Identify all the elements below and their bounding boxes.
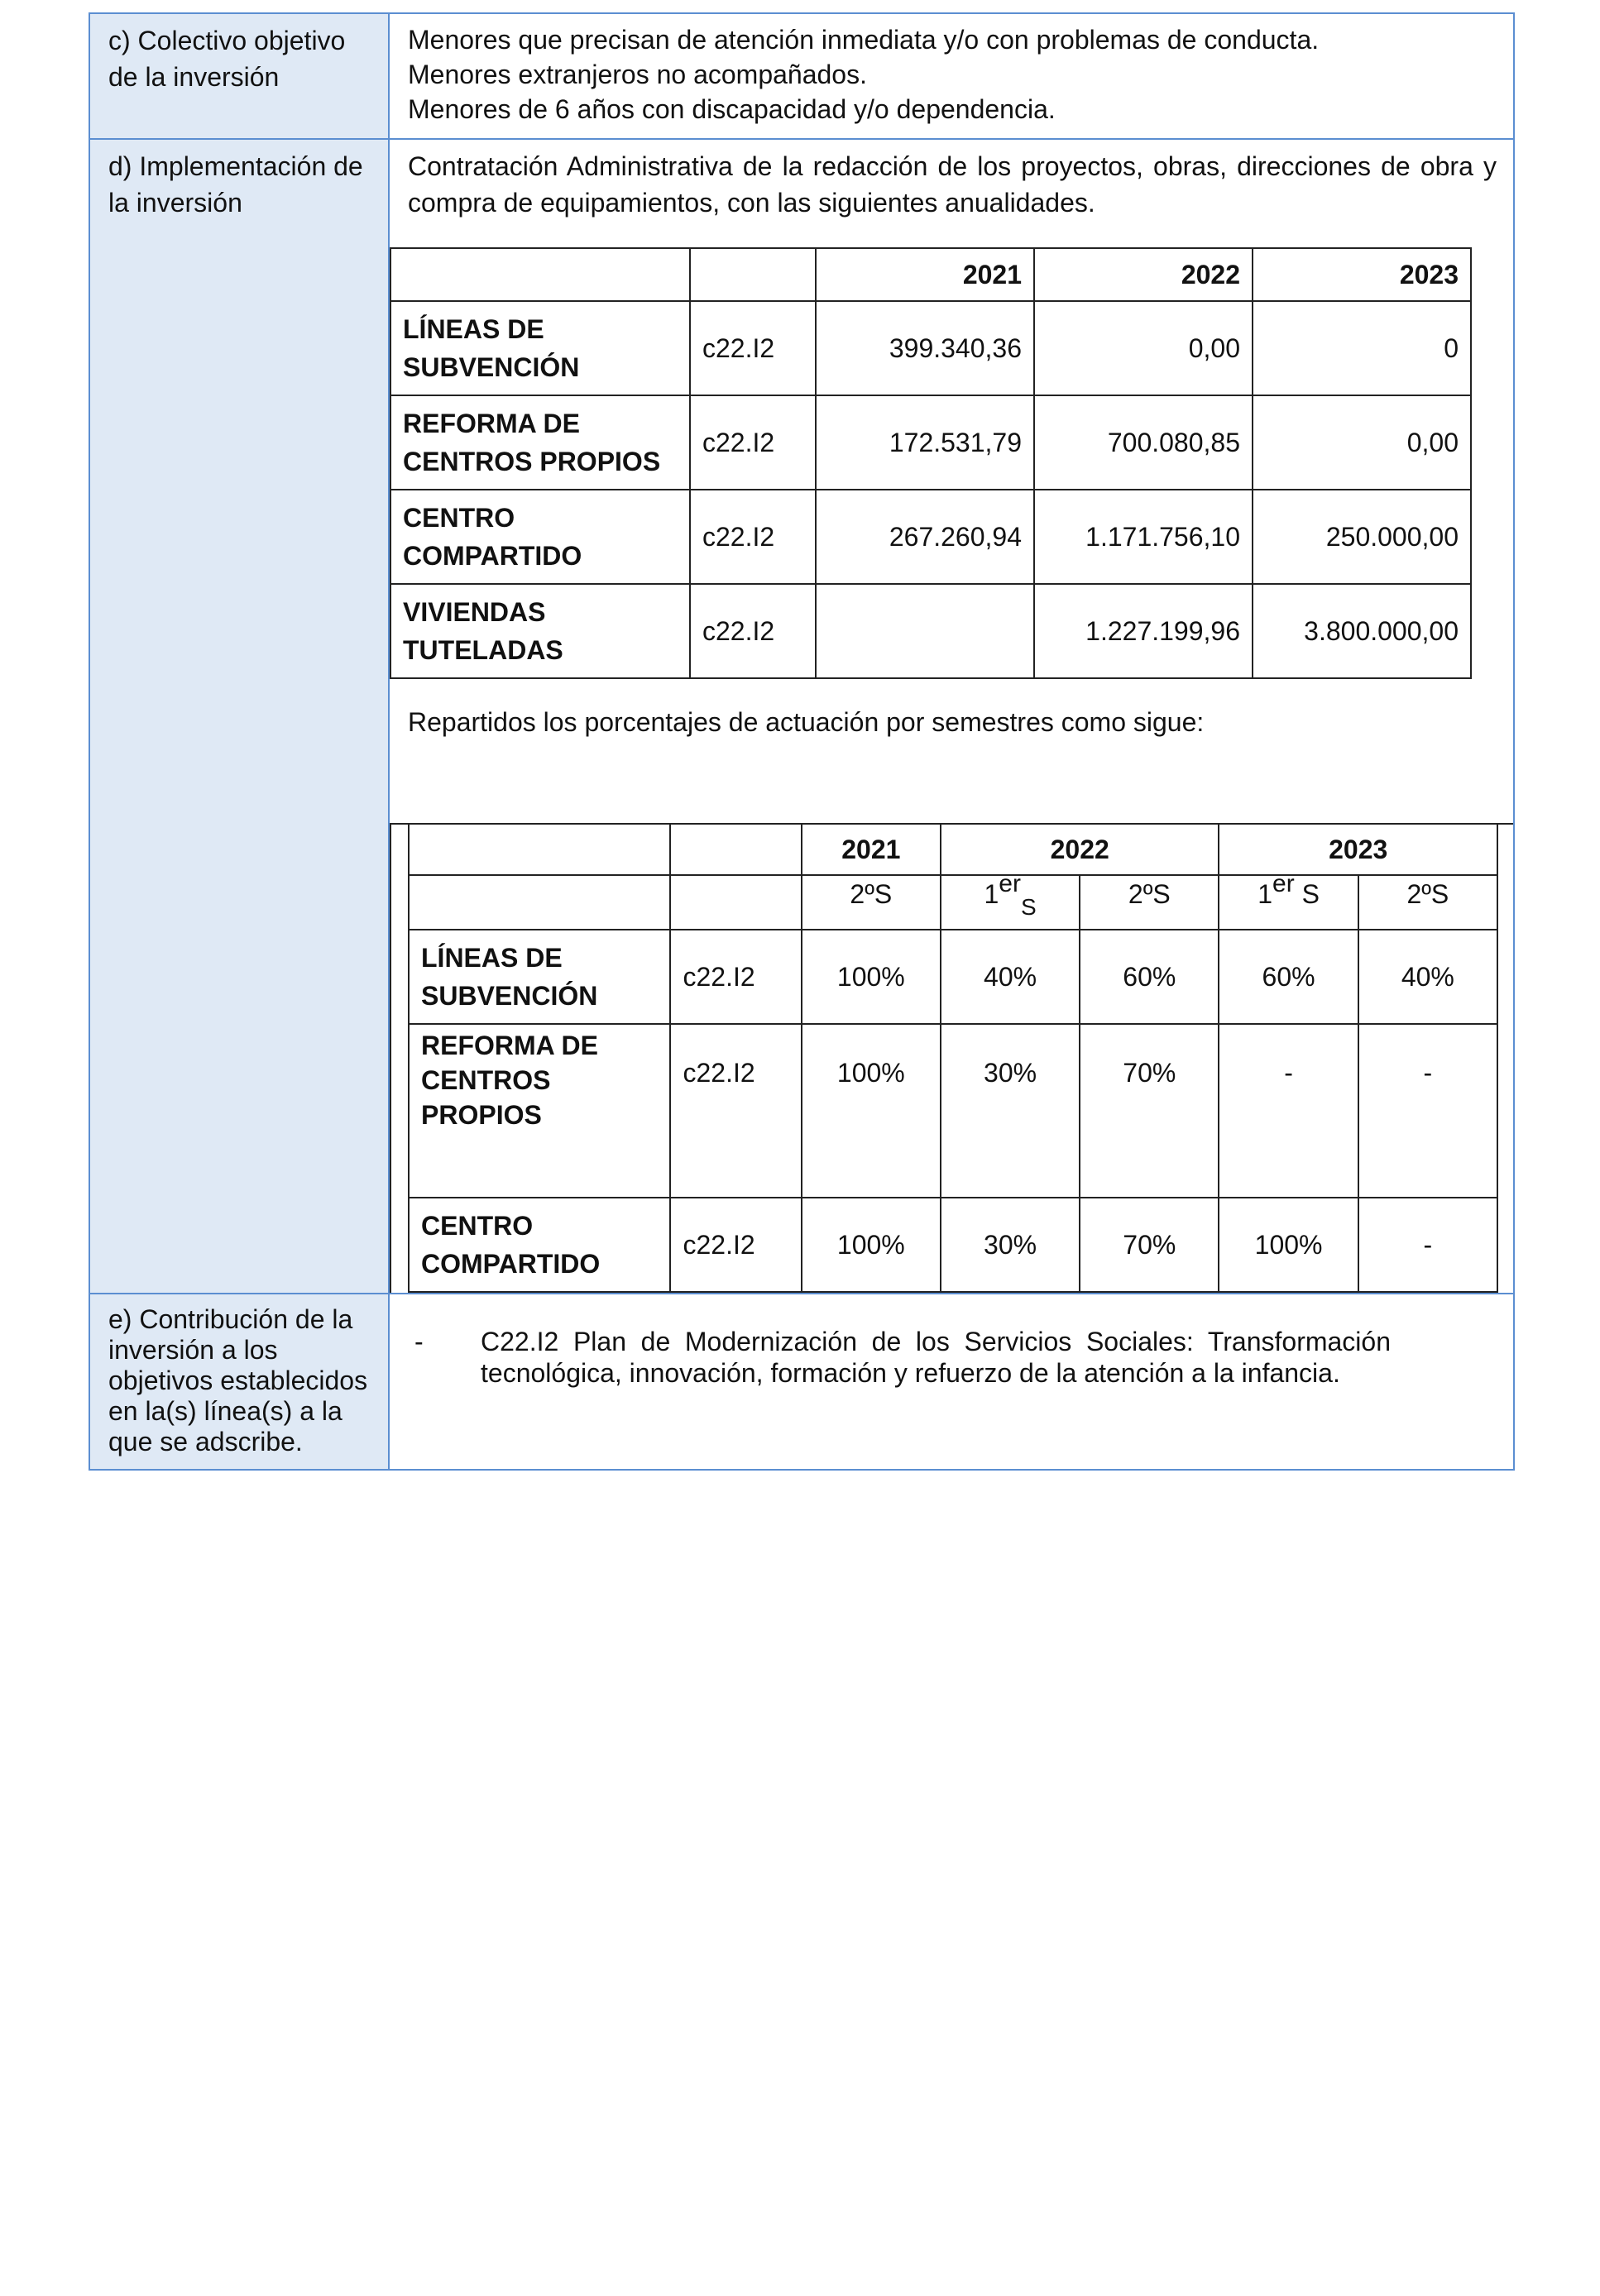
percent-cell: 30% <box>941 1024 1080 1198</box>
value-cell: 1.227.199,96 <box>1034 584 1253 678</box>
row-code: c22.I2 <box>690 301 816 395</box>
header-cell <box>409 875 670 930</box>
value-cell: 399.340,36 <box>816 301 1034 395</box>
percent-cell: 100% <box>1219 1198 1358 1292</box>
percent-cell: - <box>1358 1024 1497 1198</box>
table-row <box>409 1198 1497 1292</box>
percent-cell: - <box>1219 1024 1358 1198</box>
percent-cell: 70% <box>1080 1024 1219 1198</box>
year-2023: 2023 <box>1219 825 1497 875</box>
header-cell <box>670 875 801 930</box>
document-page <box>89 12 1515 1471</box>
annual-budget-table <box>390 247 1472 679</box>
year-2022: 2022 <box>941 825 1219 875</box>
table-row <box>390 490 1471 584</box>
content-implementacion <box>389 139 1514 1294</box>
header-cell <box>690 248 816 301</box>
bullet-text <box>481 1326 1391 1389</box>
table-header-row <box>390 248 1471 301</box>
table-row <box>390 584 1471 678</box>
semester-num: 1 <box>984 879 999 909</box>
label-implementacion: d) Implementación de la inversión <box>89 139 389 1294</box>
row-code: c22.I2 <box>670 1198 801 1292</box>
semester-table-frame <box>390 823 1513 1293</box>
colectivo-line: Menores que precisan de atención inmediata y/o con problemas de conducta. <box>408 25 1320 55</box>
value-cell: 250.000,00 <box>1253 490 1471 584</box>
year-header-row <box>409 825 1497 875</box>
percent-cell: 40% <box>941 930 1080 1024</box>
row-label: LÍNEAS DE SUBVENCIÓN <box>390 301 690 395</box>
semester-table <box>408 825 1498 1293</box>
semester-sup: er <box>1272 870 1295 897</box>
row-label: REFORMA DE CENTROS PROPIOS <box>409 1024 670 1198</box>
percent-cell: 60% <box>1219 930 1358 1024</box>
table-row <box>409 930 1497 1024</box>
header-cell <box>409 825 670 875</box>
semester-2022-1 <box>941 870 1080 930</box>
value-cell: 1.171.756,10 <box>1034 490 1253 584</box>
percent-cell: 60% <box>1080 930 1219 1024</box>
row-label: LÍNEAS DE SUBVENCIÓN <box>409 930 670 1024</box>
semester-num: 1 <box>1257 879 1273 909</box>
value-cell: 3.800.000,00 <box>1253 584 1471 678</box>
implementacion-paragraph <box>390 140 1513 227</box>
paragraph-line: compra de equipamientos, con las siguientes anualidades. <box>408 188 1095 218</box>
colectivo-line: Menores de 6 años con discapacidad y/o dependencia. <box>408 94 1056 124</box>
year-2021: 2021 <box>802 825 941 875</box>
content-contribucion <box>389 1294 1514 1470</box>
paragraph-line: Contratación Administrativa de la redacción de los proyectos, obras, direcciones de obra y <box>408 151 1497 181</box>
semester-letter: S <box>1020 894 1037 920</box>
semester-header-row <box>409 875 1497 930</box>
value-cell: 267.260,94 <box>816 490 1034 584</box>
investment-table <box>89 12 1515 1471</box>
bullet-dash: - <box>414 1327 424 1356</box>
header-2022: 2022 <box>1034 248 1253 301</box>
row-colectivo <box>89 13 1514 139</box>
semester-sup: er <box>999 870 1021 897</box>
percent-cell: 40% <box>1358 930 1497 1024</box>
bullet-line: tecnológica, innovación, formación y refuerzo de la atención a la infancia. <box>481 1358 1340 1388</box>
row-code: c22.I2 <box>690 584 816 678</box>
header-cell <box>670 825 801 875</box>
colectivo-line: Menores extranjeros no acompañados. <box>408 60 867 89</box>
value-cell: 700.080,85 <box>1034 395 1253 490</box>
row-code: c22.I2 <box>690 395 816 490</box>
value-cell <box>816 584 1034 678</box>
percent-cell: 100% <box>802 1024 941 1198</box>
value-cell: 0,00 <box>1253 395 1471 490</box>
row-code: c22.I2 <box>690 490 816 584</box>
content-colectivo <box>389 13 1514 139</box>
percent-cell: 100% <box>802 1198 941 1292</box>
semester-2021-2: 2ºS <box>802 875 941 930</box>
percent-cell: 70% <box>1080 1198 1219 1292</box>
label-contribucion: e) Contribución de la inversión a los objetivos establecidos en la(s) línea(s) a la que se adscribe. <box>89 1294 389 1470</box>
percent-cell: 30% <box>941 1198 1080 1292</box>
bullet-line: C22.I2 Plan de Modernización de los Servicios Sociales: Transformación <box>481 1327 1391 1356</box>
semester-2023-1 <box>1219 870 1358 930</box>
row-code: c22.I2 <box>670 930 801 1024</box>
header-2021: 2021 <box>816 248 1034 301</box>
row-label: CENTRO COMPARTIDO <box>409 1198 670 1292</box>
header-2023: 2023 <box>1253 248 1471 301</box>
value-cell: 172.531,79 <box>816 395 1034 490</box>
semester-intro: Repartidos los porcentajes de actuación por semestres como sigue: <box>408 707 1205 737</box>
label-colectivo: c) Colectivo objetivo de la inversión <box>89 13 389 139</box>
table-row <box>390 395 1471 490</box>
value-cell: 0 <box>1253 301 1471 395</box>
row-code: c22.I2 <box>670 1024 801 1198</box>
percent-cell: - <box>1358 1198 1497 1292</box>
table-row <box>409 1024 1497 1198</box>
row-contribucion <box>89 1294 1514 1470</box>
percent-cell: 100% <box>802 930 941 1024</box>
table-row <box>390 301 1471 395</box>
header-cell <box>390 248 690 301</box>
row-implementacion <box>89 139 1514 1294</box>
semester-letter: S <box>1301 879 1320 909</box>
semester-2022-2: 2ºS <box>1080 875 1219 930</box>
row-label: VIVIENDAS TUTELADAS <box>390 584 690 678</box>
contribution-bullet <box>390 1294 1513 1405</box>
value-cell: 0,00 <box>1034 301 1253 395</box>
semester-2023-2: 2ºS <box>1358 875 1497 930</box>
row-label: REFORMA DE CENTROS PROPIOS <box>390 395 690 490</box>
row-label: CENTRO COMPARTIDO <box>390 490 690 584</box>
